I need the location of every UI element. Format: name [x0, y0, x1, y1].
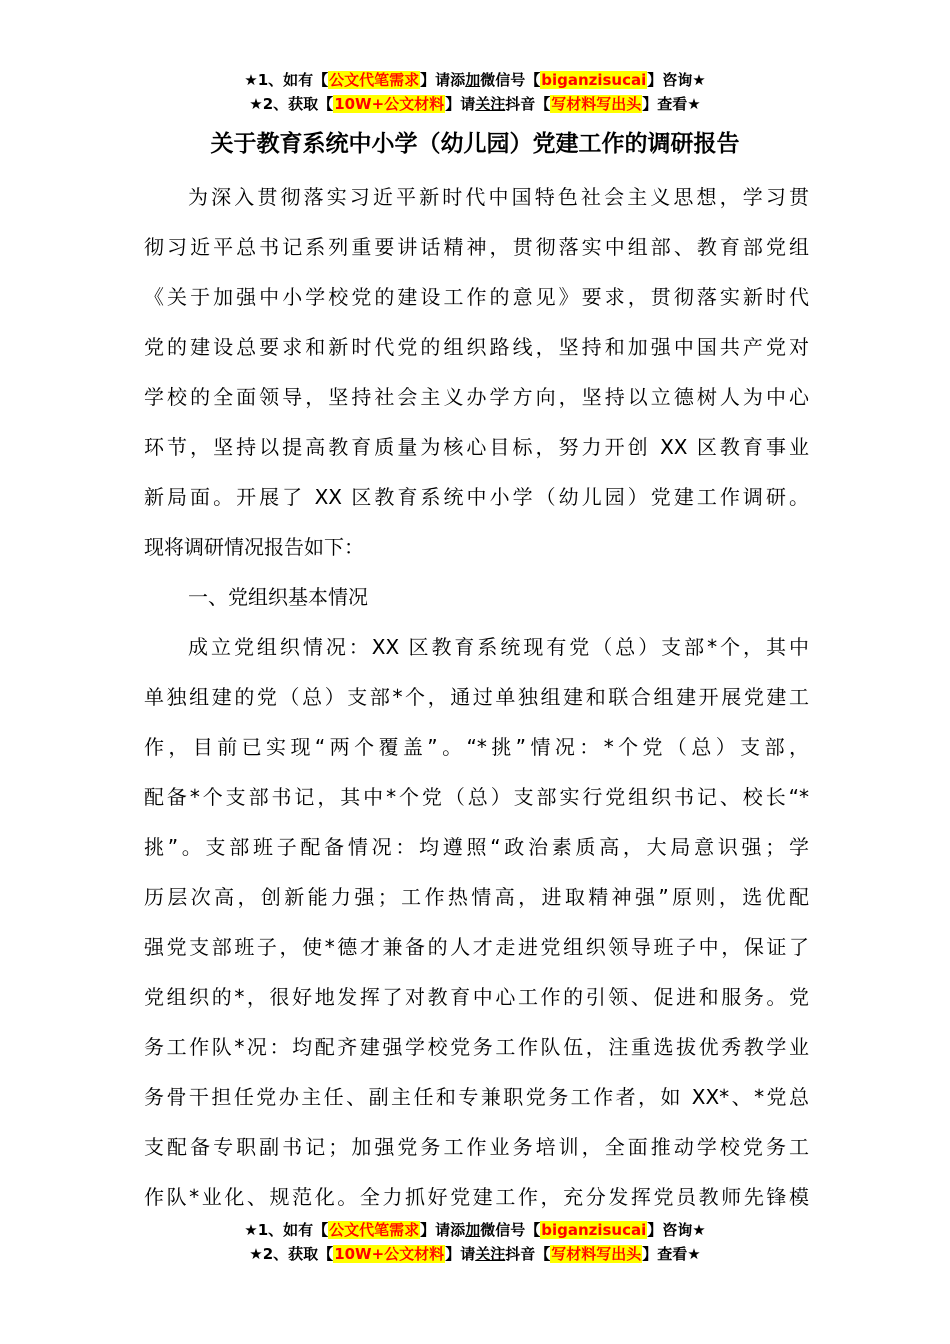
banner-text: 】请 [445, 1245, 476, 1263]
banner-text: 】查看★ [642, 95, 701, 113]
banner-text: 】请添 [420, 1221, 466, 1239]
banner-highlight: biganzisucai [541, 1221, 647, 1239]
body-line: 现将调研情况报告如下： [144, 535, 364, 559]
banner-underline: 关注 [475, 95, 506, 113]
body-line: 党的建设总要求和新时代党的组织路线，坚持和加强中国共产党对 [144, 335, 809, 359]
body-line: 务骨干担任党办主任、副主任和专兼职党务工作者，如 XX*、*党总 [144, 1085, 809, 1109]
body-line: 成立党组织情况：XX 区教育系统现有党（总）支部*个，其中 [188, 635, 809, 659]
banner-line-2 [0, 92, 950, 116]
body-line: 作队*业化、规范化。全力抓好党建工作，充分发挥党员教师先锋模 [144, 1185, 809, 1209]
body-line: 单独组建的党（总）支部*个，通过单独组建和联合组建开展党建工 [144, 685, 809, 709]
body-line: 挑”。支部班子配备情况：均遵照“政治素质高，大局意识强；学 [144, 835, 809, 859]
banner-highlight: 10W+公文材料 [334, 1245, 445, 1263]
body-line: 配备*个支部书记，其中*个党（总）支部实行党组织书记、校长“* [144, 785, 809, 809]
banner-line-1 [0, 68, 950, 92]
banner-text: ★1、如有【 [244, 1221, 329, 1239]
body-line: 新局面。开展了 XX 区教育系统中小学（幼儿园）党建工作调研。 [144, 485, 809, 509]
banner-text: 微信号【 [480, 1221, 541, 1239]
body-line: 历层次高，创新能力强；工作热情高，进取精神强”原则，选优配 [144, 885, 809, 909]
body-line: 为深入贯彻落实习近平新时代中国特色社会主义思想，学习贯 [188, 185, 809, 209]
body-line: 环节，坚持以提高教育质量为核心目标，努力开创 XX 区教育事业 [144, 435, 809, 459]
body-line: 支配备专职副书记；加强党务工作业务培训，全面推动学校党务工 [144, 1135, 809, 1159]
document-title: 关于教育系统中小学（幼儿园）党建工作的调研报告 [210, 131, 740, 157]
document-body [144, 172, 809, 1222]
banner-highlight: 公文代笔需求 [329, 1221, 420, 1239]
banner-text: ★2、获取【 [249, 95, 334, 113]
banner-text: 】请 [445, 95, 476, 113]
banner-line-1 [0, 1218, 950, 1242]
body-line: 强党支部班子，使*德才兼备的人才走进党组织领导班子中，保证了 [144, 935, 809, 959]
banner-highlight: 写材料写出头 [551, 1245, 642, 1263]
banner-text: 抖音【 [505, 95, 551, 113]
banner-underline: 关注 [475, 1245, 506, 1263]
body-line: 《关于加强中小学校党的建设工作的意见》要求，贯彻落实新时代 [144, 285, 809, 309]
banner-text: 】请添 [420, 71, 466, 89]
banner-text: ★1、如有【 [244, 71, 329, 89]
header-banner [0, 68, 950, 116]
banner-text: ★2、获取【 [249, 1245, 334, 1263]
section-heading: 一、党组织基本情况 [188, 585, 368, 609]
banner-text: 微信号【 [480, 71, 541, 89]
body-line: 务工作队*况：均配齐建强学校党务工作队伍，注重选拔优秀教学业 [144, 1035, 809, 1059]
banner-highlight: 写材料写出头 [551, 95, 642, 113]
banner-highlight: 公文代笔需求 [329, 71, 420, 89]
banner-highlight: biganzisucai [541, 71, 647, 89]
banner-text: 】咨询★ [647, 71, 706, 89]
banner-highlight: 10W+公文材料 [334, 95, 445, 113]
body-line: 党组织的*，很好地发挥了对教育中心工作的引领、促进和服务。党 [144, 985, 809, 1009]
body-line: 学校的全面领导，坚持社会主义办学方向，坚持以立德树人为中心 [144, 385, 809, 409]
banner-text: 】咨询★ [647, 1221, 706, 1239]
banner-text: 抖音【 [505, 1245, 551, 1263]
banner-underline: 加 [465, 71, 481, 89]
banner-line-2 [0, 1242, 950, 1266]
footer-banner [0, 1218, 950, 1266]
banner-text: 】查看★ [642, 1245, 701, 1263]
body-line: 彻习近平总书记系列重要讲话精神，贯彻落实中组部、教育部党组 [144, 235, 809, 259]
body-line: 作，目前已实现“两个覆盖”。“*挑”情况：*个党（总）支部， [144, 735, 809, 759]
banner-underline: 加 [465, 1221, 481, 1239]
